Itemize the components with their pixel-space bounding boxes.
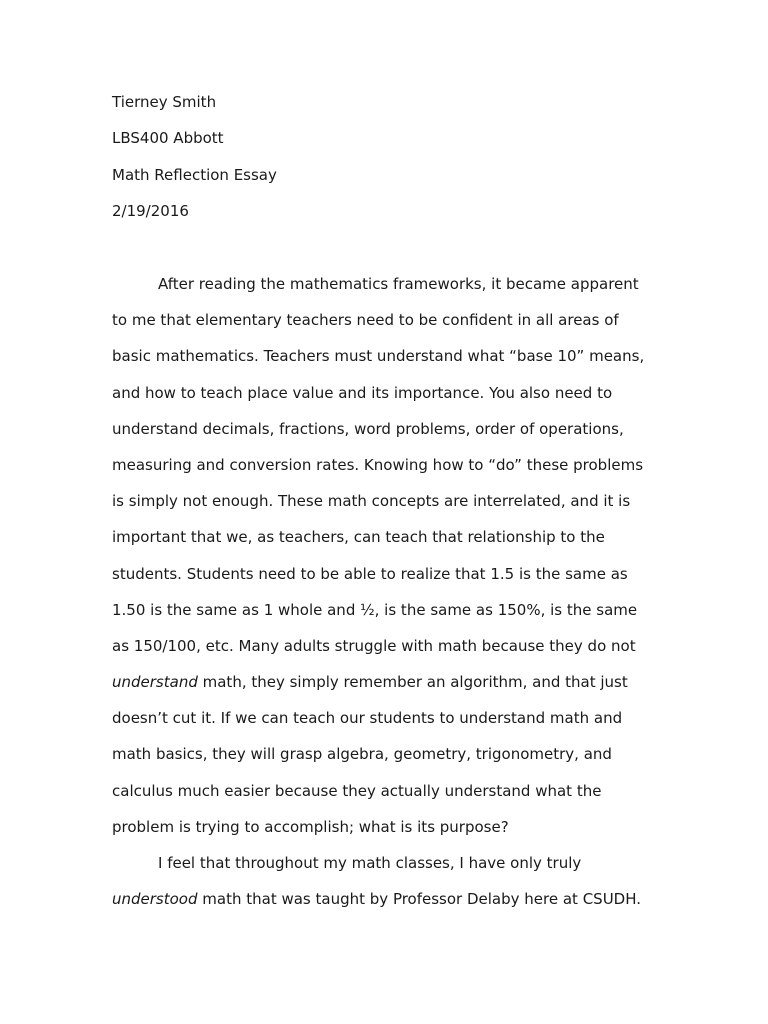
essay-body	[112, 271, 672, 922]
paragraph-line: calculus much easier because they actually understand what the	[112, 781, 602, 800]
line-text: math that was taught by Professor Delaby here at CSUDH.	[197, 890, 642, 909]
paragraph-line: to me that elementary teachers need to be confident in all areas of	[112, 311, 619, 330]
essay-title: Math Reflection Essay	[112, 165, 277, 184]
paragraph-line: basic mathematics. Teachers must understand what “base 10” means,	[112, 347, 645, 366]
paragraph-line	[112, 886, 672, 922]
paragraph-line: 1.50 is the same as 1 whole and ½, is the same as 150%, is the same	[112, 600, 638, 619]
paragraph-line: measuring and conversion rates. Knowing how to “do” these problems	[112, 455, 644, 474]
paragraph-line: and how to teach place value and its importance. You also need to	[112, 383, 613, 402]
paragraph-line: doesn’t cut it. If we can teach our students to understand math and	[112, 709, 623, 728]
paragraph-line	[112, 669, 672, 705]
paragraph-line: math basics, they will grasp algebra, geometry, trigonometry, and	[112, 745, 612, 764]
paragraph-line: understand decimals, fractions, word problems, order of operations,	[112, 419, 624, 438]
paragraph-line: I feel that throughout my math classes, I have only truly	[158, 854, 582, 872]
author-name: Tierney Smith	[112, 93, 217, 111]
paragraph-line: problem is trying to accomplish; what is its purpose?	[112, 817, 509, 836]
essay-date: 2/19/2016	[112, 201, 189, 220]
emphasized-word: understood	[112, 890, 198, 909]
paragraph-line: students. Students need to be able to realize that 1.5 is the same as	[112, 564, 628, 583]
paragraph-line: important that we, as teachers, can teach that relationship to the	[112, 528, 605, 547]
emphasized-word: understand	[112, 673, 198, 692]
paragraph-line: is simply not enough. These math concepts are interrelated, and it is	[112, 492, 631, 511]
paragraph-line: After reading the mathematics frameworks, it became apparent	[158, 275, 639, 293]
line-text: math, they simply remember an algorithm, and that just	[197, 673, 628, 692]
paragraph-line: as 150/100, etc. Many adults struggle with math because they do not	[112, 636, 636, 655]
course-name: LBS400 Abbott	[112, 129, 224, 148]
essay-header	[112, 90, 277, 235]
